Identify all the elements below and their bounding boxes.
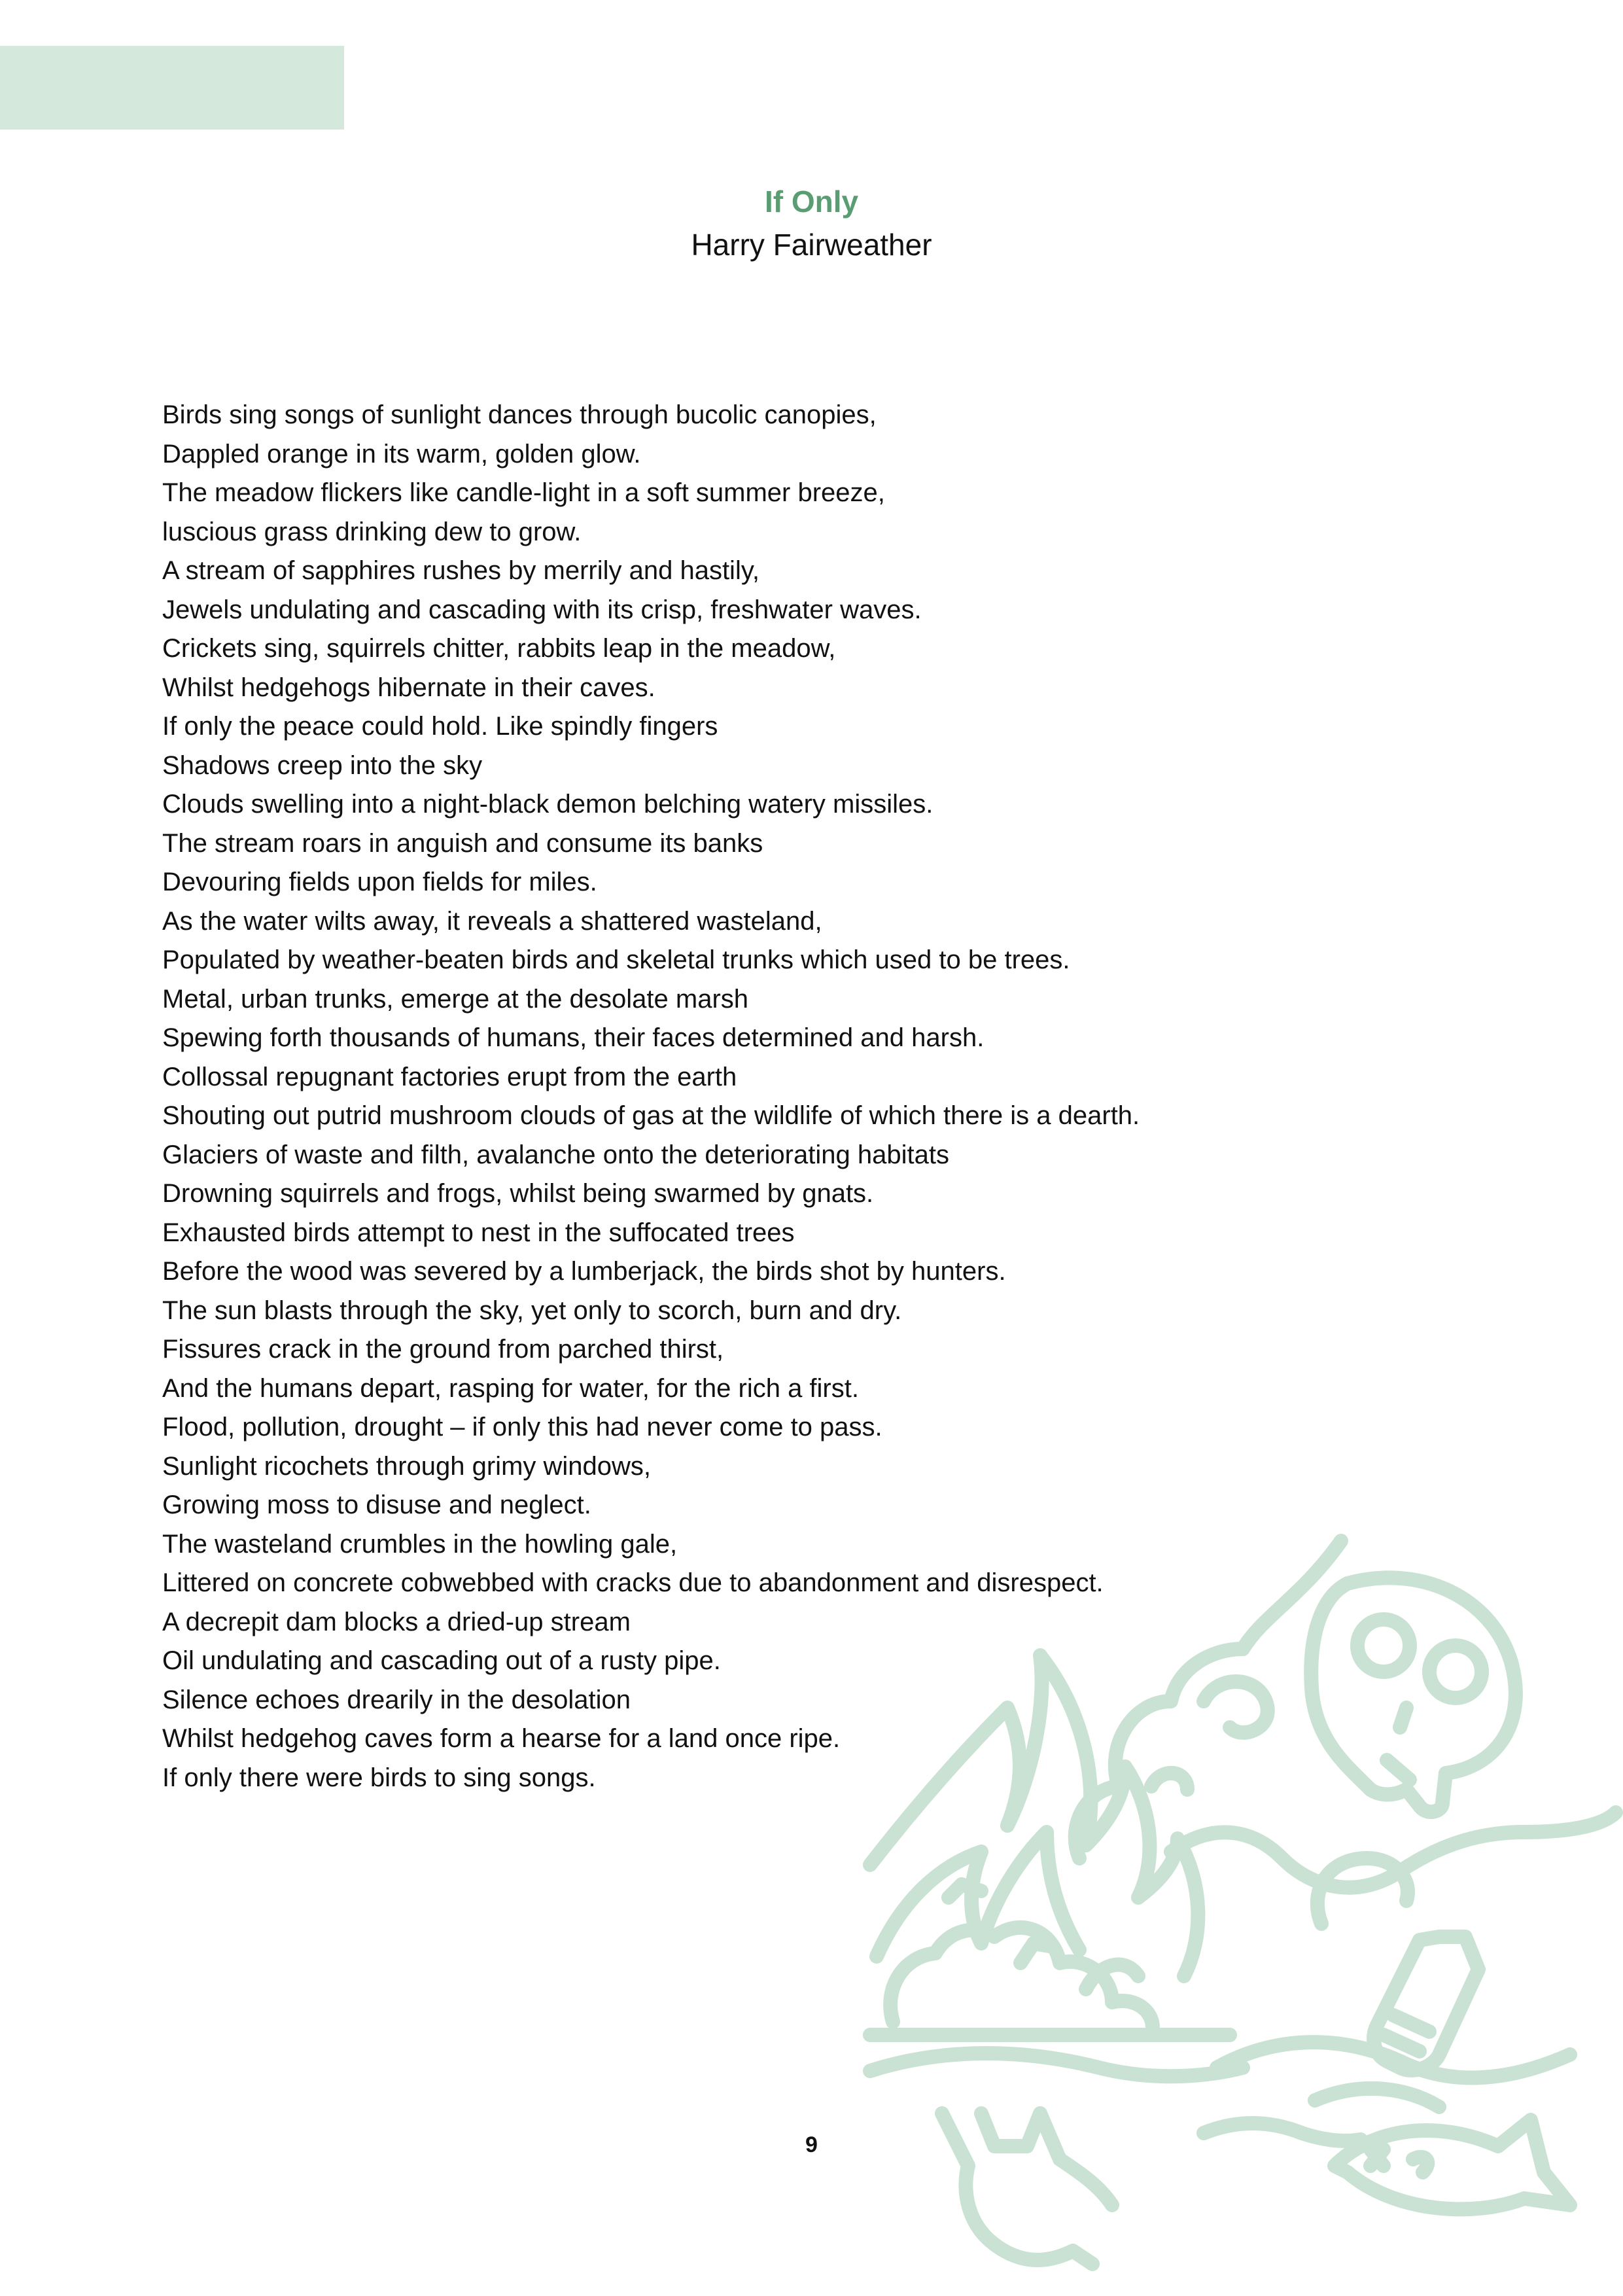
poem-line: Shadows creep into the sky (162, 751, 483, 780)
poem-line: The stream roars in anguish and consume its banks (162, 828, 763, 858)
poem-line: Silence echoes drearily in the desolation (162, 1685, 631, 1714)
poem-line: Dappled orange in its warm, golden glow. (162, 439, 641, 468)
poem-line: A decrepit dam blocks a dried-up stream (162, 1607, 631, 1636)
poem-title: If Only (764, 185, 859, 219)
poem-line: Devouring fields upon fields for miles. (162, 868, 597, 896)
poem-line: If only the peace could hold. Like spindly fingers (162, 712, 718, 741)
page-number: 9 (805, 2132, 818, 2157)
poem-line: Oil undulating and cascading out of a rusty pipe. (162, 1646, 721, 1675)
poem-line: The wasteland crumbles in the howling gale, (162, 1529, 678, 1559)
poem-line: Crickets sing, squirrels chitter, rabbits leap in the meadow, (162, 634, 836, 663)
poem-line: And the humans depart, rasping for water, for the rich a first. (162, 1373, 859, 1403)
poem-line: Glaciers of waste and filth, avalanche onto the deteriorating habitats (162, 1140, 949, 1169)
poem-line: Clouds swelling into a night-black demon belching watery missiles. (162, 790, 934, 819)
poem-line: Metal, urban trunks, emerge at the desolate marsh (162, 984, 749, 1014)
poem-line: Birds sing songs of sunlight dances through bucolic canopies, (162, 400, 877, 429)
poem-line: Fissures crack in the ground from parched thirst, (162, 1335, 724, 1364)
poem-line: Littered on concrete cobwebbed with cracks due to abandonment and disrespect. (162, 1568, 1104, 1597)
poem-line: Exhausted birds attempt to nest in the suffocated trees (162, 1218, 795, 1247)
poem-line: Before the wood was severed by a lumberjack, the birds shot by hunters. (162, 1257, 1006, 1286)
poem-line: The meadow flickers like candle-light in a soft summer breeze, (162, 478, 885, 507)
poem-line: Jewels undulating and cascading with its crisp, freshwater waves. (162, 595, 922, 624)
trash-bag-icon (890, 1884, 1153, 2035)
poem-line: Whilst hedgehogs hibernate in their caves. (162, 673, 655, 702)
poem-line: The sun blasts through the sky, yet only to scorch, burn and dry. (162, 1296, 902, 1325)
poem-line: Growing moss to disuse and neglect. (162, 1491, 591, 1519)
poem-line: Shouting out putrid mushroom clouds of gas at the wildlife of which there is a dearth. (162, 1101, 1140, 1130)
poem-line: Populated by weather-beaten birds and skeletal trunks which used to be trees. (162, 945, 1070, 974)
poem-line: Whilst hedgehog caves form a hearse for a land once ripe. (162, 1724, 841, 1753)
poem-line: Sunlight ricochets through grimy windows, (162, 1451, 652, 1481)
poem-line: Flood, pollution, drought – if only this had never come to pass. (162, 1413, 882, 1441)
corner-header-tab (0, 46, 344, 130)
poem-line: luscious grass drinking dew to grow. (162, 517, 582, 546)
poem-line: As the water wilts away, it reveals a shattered wasteland, (162, 906, 822, 936)
poem-line: Spewing forth thousands of humans, their faces determined and harsh. (162, 1023, 985, 1052)
poem-line: If only there were birds to sing songs. (162, 1763, 596, 1792)
poem-line: Drowning squirrels and frogs, whilst being swarmed by gnats. (162, 1179, 874, 1208)
poem-body (162, 396, 1405, 1797)
poem-line: Collossal repugnant factories erupt from the earth (162, 1062, 737, 1091)
poem-line: A stream of sapphires rushes by merrily and hastily, (162, 556, 759, 585)
poem-author: Harry Fairweather (691, 228, 932, 262)
